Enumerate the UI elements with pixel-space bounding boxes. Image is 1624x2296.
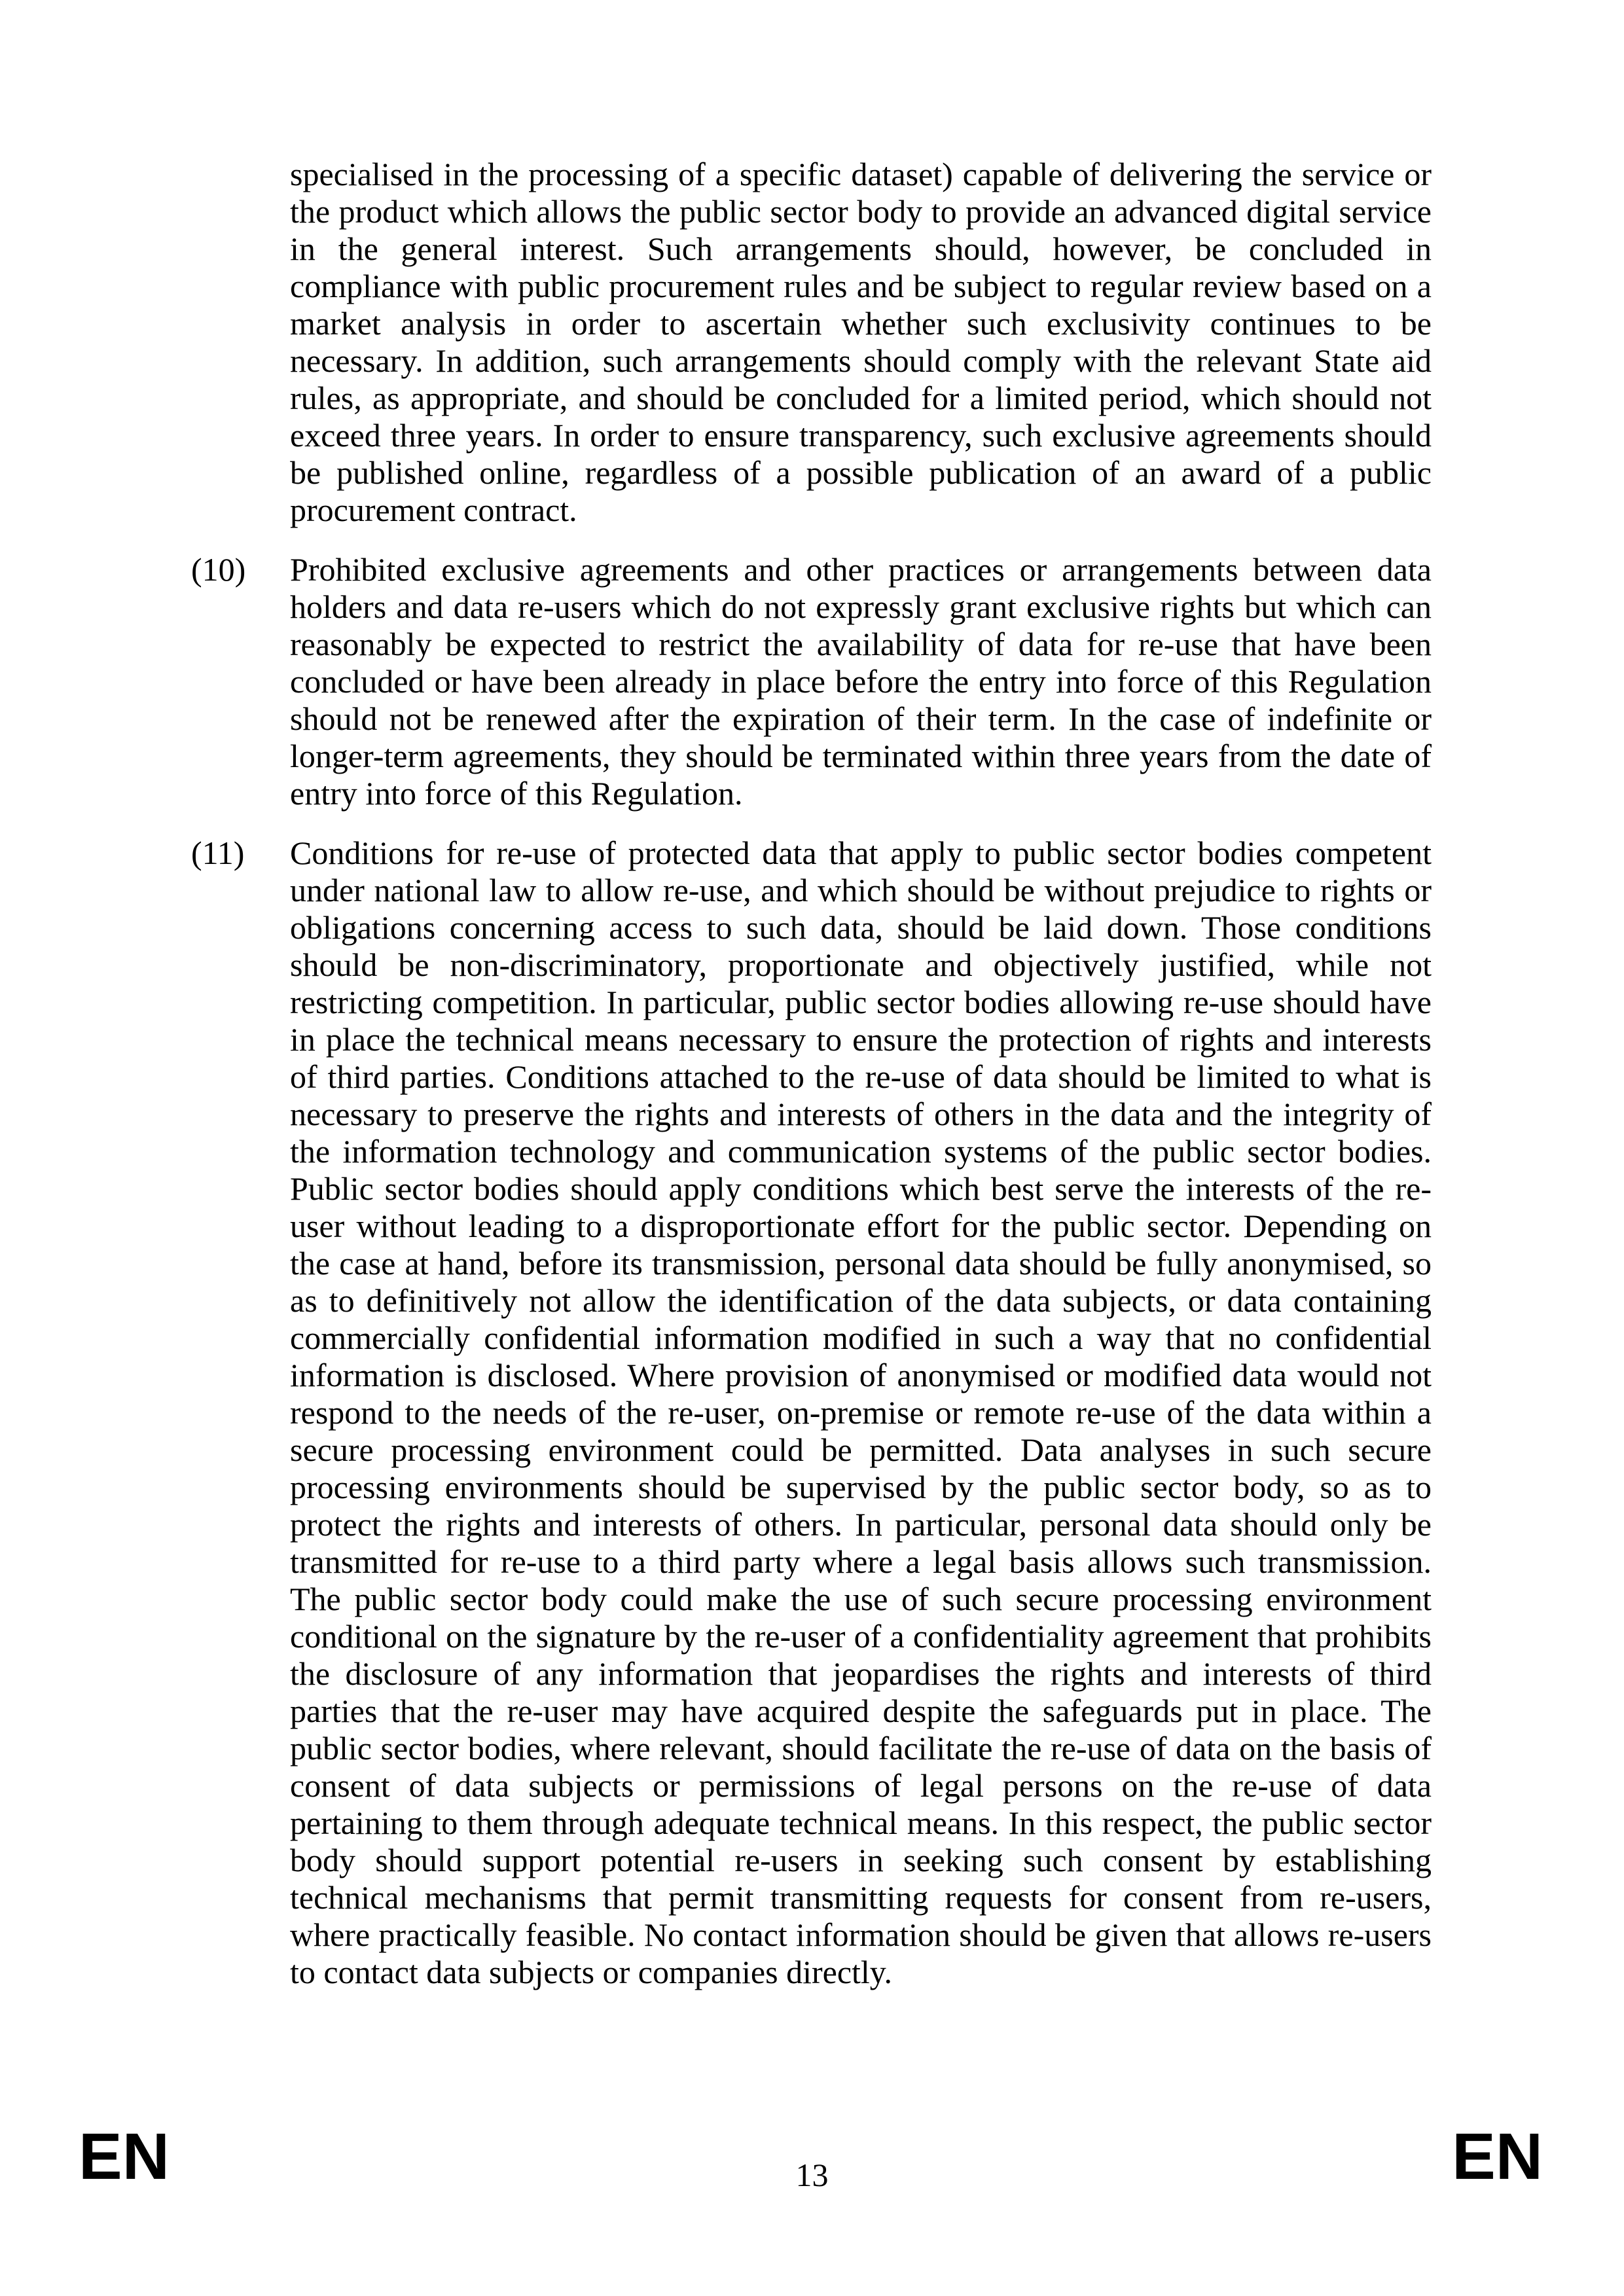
recital-number: (10) xyxy=(191,551,246,588)
recitals-block xyxy=(191,156,1432,2013)
recital-number: (11) xyxy=(191,834,245,871)
recital-text: specialised in the processing of a specific dataset) capable of delivering the service or the product which allows the public sector body to provide an advanced digital service in the general interest. Such arrangements should, however, be concluded in compliance with public procurement rules and be subject to regular review based on a market analysis in order to ascertain whether such exclusivity continues to be necessary. In addition, such arrangements should comply with the relevant State aid rules, as appropriate, and should be concluded for a limited period, which should not exceed three years. In order to ensure transparency, such exclusive agreements should be published online, regardless of a possible publication of an award of a public procurement contract. xyxy=(290,156,1432,528)
recital-paragraph-11 xyxy=(191,834,1432,1991)
page-number: 13 xyxy=(795,2157,829,2193)
recital-paragraph-continuation xyxy=(191,156,1432,529)
recital-text: Conditions for re-use of protected data that apply to public sector bodies competent under national law to allow re-use, and which should be without prejudice to rights or obligations concerning access to such data, should be laid down. Those conditions should be non-discriminatory, proportionate and objectively justified, while not restricting competition. In particular, public sector bodies allowing re-use should have in place the technical means necessary to ensure the protection of rights and interests of third parties. Conditions attached to the re-use of data should be limited to what is necessary to preserve the rights and interests of others in the data and the integrity of the information technology and communication systems of the public sector bodies. Public sector bodies should apply conditions which best serve the interests of the re-user without leading to a disproportionate effort for the public sector. Depending on the case at hand, before its transmission, personal data should be fully anonymised, so as to definitively not allow the identification of the data subjects, or data containing commercially confidential information modified in such a way that no confidential information is disclosed. Where provision of anonymised or modified data would not respond to the needs of the re-user, on-premise or remote re-use of the data within a secure processing environment could be permitted. Data analyses in such secure processing environments should be supervised by the public sector body, so as to protect the rights and interests of others. In particular, personal data should only be transmitted for re-use to a third party where a legal basis allows such transmission. The public sector body could make the use of such secure processing environment conditional on the signature by the re-user of a confidentiality agreement that prohibits the disclosure of any information that jeopardises the rights and interests of third parties that the re-user may have acquired despite the safeguards put in place. The public sector bodies, where relevant, should facilitate the re-use of data on the basis of consent of data subjects or permissions of legal persons on the re-use of data pertaining to them through adequate technical means. In this respect, the public sector body should support potential re-users in seeking such consent by establishing technical mechanisms that permit transmitting requests for consent from re-users, where practically feasible. No contact information should be given that allows re-users to contact data subjects or companies directly. xyxy=(290,834,1432,1990)
recital-number xyxy=(191,156,290,529)
footer-language-code-right: EN xyxy=(1452,2120,1543,2193)
recital-paragraph-10 xyxy=(191,551,1432,812)
recital-text: Prohibited exclusive agreements and other practices or arrangements between data holders and data re-users which do not expressly grant exclusive rights but which can reasonably be expected to restrict the availability of data for re-use that have been concluded or have been already in place before the entry into force of this Regulation should not be renewed after the expiration of their term. In the case of indefinite or longer-term agreements, they should be terminated within three years from the date of entry into force of this Regulation. xyxy=(290,551,1432,812)
footer-language-code-left: EN xyxy=(79,2120,170,2193)
